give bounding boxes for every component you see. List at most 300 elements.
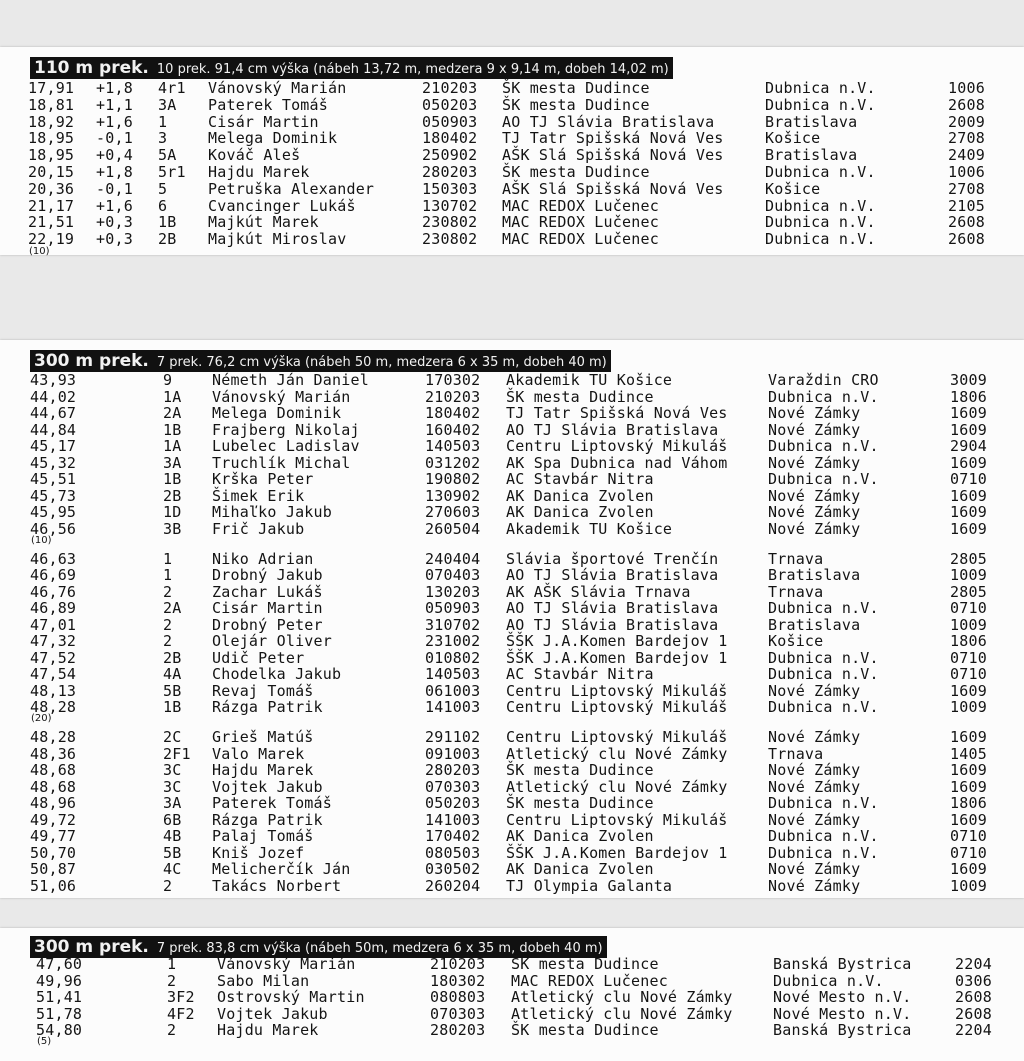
club-cell: ŠK mesta Dudince (506, 387, 654, 406)
venue-cell: Nové Zámky (768, 681, 861, 700)
sheet-110m (0, 47, 1024, 258)
venue-cell: Trnava (768, 744, 824, 763)
place-cell: 2B (163, 486, 182, 505)
place-cell: 3C (163, 761, 182, 780)
date-cell: 1609 (950, 503, 987, 522)
date-cell: 0306 (955, 971, 992, 990)
name-cell: Frič Jakub (212, 519, 305, 538)
venue-cell: Dubnica n.V. (765, 95, 876, 114)
event-title: 300 m prek. (34, 351, 149, 371)
club-cell: AK Danica Zvolen (506, 827, 654, 846)
name-cell: Majkút Marek (208, 213, 319, 232)
venue-cell: Nové Zámky (768, 404, 861, 423)
place-cell: 2B (163, 648, 182, 667)
result-cell: 20,15 (28, 163, 75, 181)
venue-cell: Nové Zámky (768, 503, 861, 522)
place-cell: 4F2 (167, 1004, 195, 1023)
club-cell: MAC REDOX Lučenec (511, 971, 668, 990)
place-cell: 3A (163, 453, 182, 472)
wind-cell: -0,1 (96, 129, 133, 148)
venue-cell: Nové Zámky (768, 486, 861, 505)
venue-cell: Košice (765, 179, 821, 198)
name-cell: Frajberg Nikolaj (212, 420, 360, 439)
birth-date-cell: 070303 (425, 777, 481, 796)
date-cell: 1006 (948, 79, 985, 97)
birth-date-cell: 240404 (425, 549, 481, 568)
name-cell: Grieš Matúš (212, 728, 314, 746)
club-cell: Slávia športové Trenčín (506, 549, 719, 568)
place-cell: 1B (163, 470, 182, 489)
result-cell: 49,96 (36, 971, 83, 990)
date-cell: 2708 (948, 179, 985, 198)
club-cell: Atletický clu Nové Zámky (511, 988, 733, 1007)
name-cell: Drobný Jakub (212, 566, 323, 585)
club-cell: AK AŠK Slávia Trnava (506, 582, 691, 601)
name-cell: Melicherčík Ján (212, 860, 351, 879)
date-cell: 1609 (950, 519, 987, 538)
date-cell: 0710 (950, 599, 987, 618)
club-cell: AO TJ Slávia Bratislava (506, 566, 719, 585)
venue-cell: Dubnica n.V. (768, 437, 879, 456)
birth-date-cell: 141003 (425, 698, 481, 717)
club-cell: AO TJ Slávia Bratislava (502, 112, 715, 131)
club-cell: Centru Liptovský Mikuláš (506, 681, 728, 700)
result-cell: 47,52 (30, 648, 77, 667)
row-count-marker: (10) (31, 534, 52, 546)
section-header (30, 57, 673, 79)
club-cell: Akademik TU Košice (506, 371, 673, 389)
birth-date-cell: 260204 (425, 876, 481, 895)
place-cell: 1B (163, 420, 182, 439)
name-cell: Hajdu Marek (208, 163, 310, 181)
birth-date-cell: 010802 (425, 648, 481, 667)
name-cell: Ostrovský Martin (217, 988, 365, 1007)
birth-date-cell: 280203 (430, 1021, 486, 1040)
birth-date-cell: 050203 (425, 794, 481, 813)
birth-date-cell: 130702 (422, 196, 478, 215)
place-cell: 5B (163, 681, 182, 700)
date-cell: 2708 (948, 129, 985, 148)
club-cell: AO TJ Slávia Bratislava (506, 599, 719, 618)
venue-cell: Varaždin CRO (768, 371, 879, 389)
result-cell: 51,78 (36, 1004, 83, 1023)
birth-date-cell: 180402 (425, 404, 481, 423)
result-cell: 47,01 (30, 615, 77, 634)
date-cell: 1609 (950, 777, 987, 796)
date-cell: 2204 (955, 1021, 992, 1040)
club-cell: ŠŠK J.A.Komen Bardejov 1 (506, 632, 728, 651)
wind-cell: +1,8 (96, 163, 133, 181)
place-cell: 5B (163, 843, 182, 862)
result-cell: 48,36 (30, 744, 77, 763)
date-cell: 2009 (948, 112, 985, 131)
section-header (30, 350, 611, 372)
club-cell: AK Danica Zvolen (506, 860, 654, 879)
venue-cell: Nové Zámky (768, 728, 861, 746)
place-cell: 3B (163, 519, 182, 538)
club-cell: Centru Liptovský Mikuláš (506, 437, 728, 456)
birth-date-cell: 031202 (425, 453, 481, 472)
birth-date-cell: 170402 (425, 827, 481, 846)
wind-cell: +1,8 (96, 79, 133, 97)
name-cell: Rázga Patrik (212, 698, 323, 717)
birth-date-cell: 291102 (425, 728, 481, 746)
club-cell: AC Stavbár Nitra (506, 665, 654, 684)
name-cell: Krška Peter (212, 470, 314, 489)
result-cell: 48,68 (30, 761, 77, 780)
place-cell: 1 (163, 566, 173, 585)
place-cell: 2 (163, 615, 173, 634)
name-cell: Rázga Patrik (212, 810, 323, 829)
date-cell: 1609 (950, 420, 987, 439)
club-cell: AŠK Slá Spišská Nová Ves (502, 146, 724, 165)
result-cell: 45,73 (30, 486, 77, 505)
name-cell: Olejár Oliver (212, 632, 332, 651)
club-cell: Akademik TU Košice (506, 519, 673, 538)
club-cell: AC Stavbár Nitra (506, 470, 654, 489)
place-cell: 2A (163, 404, 182, 423)
date-cell: 2805 (950, 549, 987, 568)
venue-cell: Dubnica n.V. (768, 648, 879, 667)
name-cell: Németh Ján Daniel (212, 371, 369, 389)
birth-date-cell: 030502 (425, 860, 481, 879)
result-cell: 21,17 (28, 196, 75, 215)
name-cell: Niko Adrian (212, 549, 314, 568)
club-cell: AO TJ Slávia Bratislava (506, 615, 719, 634)
birth-date-cell: 190802 (425, 470, 481, 489)
date-cell: 1806 (950, 387, 987, 406)
date-cell: 0710 (950, 827, 987, 846)
date-cell: 2608 (948, 95, 985, 114)
date-cell: 0710 (950, 648, 987, 667)
row-count-marker: (20) (31, 713, 52, 725)
club-cell: ŠK mesta Dudince (511, 1021, 659, 1040)
birth-date-cell: 210203 (422, 79, 478, 97)
row-count-marker: (10) (29, 246, 50, 258)
club-cell: MAC REDOX Lučenec (502, 230, 659, 249)
date-cell: 2608 (955, 988, 992, 1007)
date-cell: 1609 (950, 810, 987, 829)
place-cell: 1 (163, 549, 173, 568)
venue-cell: Dubnica n.V. (768, 698, 879, 717)
birth-date-cell: 280203 (422, 163, 478, 181)
date-cell: 1609 (950, 486, 987, 505)
birth-date-cell: 091003 (425, 744, 481, 763)
club-cell: Atletický clu Nové Zámky (506, 777, 728, 796)
venue-cell: Dubnica n.V. (768, 599, 879, 618)
place-cell: 5 (158, 179, 168, 198)
date-cell: 1806 (950, 794, 987, 813)
venue-cell: Nové Zámky (768, 761, 861, 780)
result-cell: 17,91 (28, 79, 75, 97)
date-cell: 1609 (950, 728, 987, 746)
birth-date-cell: 130203 (425, 582, 481, 601)
club-cell: ŠK mesta Dudince (502, 95, 650, 114)
name-cell: Paterek Tomáš (208, 95, 328, 114)
result-cell: 18,95 (28, 146, 75, 165)
wind-cell: +0,3 (96, 213, 133, 232)
date-cell: 1009 (950, 876, 987, 895)
name-cell: Valo Marek (212, 744, 305, 763)
club-cell: TJ Tatr Spišská Nová Ves (502, 129, 724, 148)
result-cell: 18,92 (28, 112, 75, 131)
venue-cell: Nové Zámky (768, 876, 861, 895)
name-cell: Udič Peter (212, 648, 305, 667)
venue-cell: Nové Mesto n.V. (773, 1004, 912, 1023)
name-cell: Cvancinger Lukáš (208, 196, 356, 215)
name-cell: Palaj Tomáš (212, 827, 314, 846)
event-title: 300 m prek. (34, 937, 149, 957)
name-cell: Revaj Tomáš (212, 681, 314, 700)
result-cell: 44,67 (30, 404, 77, 423)
name-cell: Paterek Tomáš (212, 794, 332, 813)
venue-cell: Bratislava (768, 615, 861, 634)
birth-date-cell: 170302 (425, 371, 481, 389)
place-cell: 1D (163, 503, 182, 522)
result-cell: 47,54 (30, 665, 77, 684)
result-cell: 18,95 (28, 129, 75, 148)
result-cell: 46,89 (30, 599, 77, 618)
date-cell: 1609 (950, 404, 987, 423)
date-cell: 2608 (948, 213, 985, 232)
place-cell: 2F1 (163, 744, 191, 763)
wind-cell: +0,4 (96, 146, 133, 165)
name-cell: Cisár Martin (212, 599, 323, 618)
birth-date-cell: 130902 (425, 486, 481, 505)
venue-cell: Dubnica n.V. (768, 665, 879, 684)
event-title: 110 m prek. (34, 58, 149, 78)
date-cell: 2608 (948, 230, 985, 249)
place-cell: 6 (158, 196, 168, 215)
result-cell: 45,32 (30, 453, 77, 472)
place-cell: 2B (158, 230, 177, 249)
birth-date-cell: 210203 (425, 387, 481, 406)
wind-cell: +1,6 (96, 112, 133, 131)
venue-cell: Dubnica n.V. (773, 971, 884, 990)
date-cell: 1609 (950, 860, 987, 879)
result-cell: 47,32 (30, 632, 77, 651)
venue-cell: Trnava (768, 582, 824, 601)
date-cell: 1609 (950, 681, 987, 700)
sheet-300m-76 (0, 340, 1024, 898)
birth-date-cell: 070403 (425, 566, 481, 585)
venue-cell: Bratislava (765, 146, 858, 165)
result-cell: 20,36 (28, 179, 75, 198)
club-cell: ŠK mesta Dudince (506, 794, 654, 813)
club-cell: Centru Liptovský Mikuláš (506, 810, 728, 829)
name-cell: Vojtek Jakub (217, 1004, 328, 1023)
result-cell: 48,13 (30, 681, 77, 700)
birth-date-cell: 050903 (425, 599, 481, 618)
venue-cell: Dubnica n.V. (765, 213, 876, 232)
venue-cell: Dubnica n.V. (768, 470, 879, 489)
venue-cell: Dubnica n.V. (765, 230, 876, 249)
place-cell: 4C (163, 860, 182, 879)
date-cell: 0710 (950, 843, 987, 862)
result-cell: 22,19 (28, 230, 75, 249)
club-cell: ŠK mesta Dudince (502, 163, 650, 181)
venue-cell: Košice (765, 129, 821, 148)
name-cell: Majkút Miroslav (208, 230, 347, 249)
place-cell: 1B (163, 698, 182, 717)
result-cell: 44,84 (30, 420, 77, 439)
birth-date-cell: 230802 (422, 213, 478, 232)
name-cell: Vánovský Marián (208, 79, 347, 97)
birth-date-cell: 310702 (425, 615, 481, 634)
venue-cell: Nové Zámky (768, 860, 861, 879)
birth-date-cell: 141003 (425, 810, 481, 829)
result-cell: 48,28 (30, 728, 77, 746)
birth-date-cell: 250902 (422, 146, 478, 165)
name-cell: Cisár Martin (208, 112, 319, 131)
date-cell: 1009 (950, 615, 987, 634)
name-cell: Kniš Jozef (212, 843, 305, 862)
name-cell: Melega Dominik (208, 129, 338, 148)
name-cell: Hajdu Marek (212, 761, 314, 780)
birth-date-cell: 180402 (422, 129, 478, 148)
place-cell: 1A (163, 437, 182, 456)
place-cell: 4B (163, 827, 182, 846)
place-cell: 2 (163, 876, 173, 895)
name-cell: Mihaľko Jakub (212, 503, 332, 522)
place-cell: 2 (163, 632, 173, 651)
birth-date-cell: 231002 (425, 632, 481, 651)
name-cell: Vánovský Marián (217, 955, 356, 973)
date-cell: 1009 (950, 698, 987, 717)
club-cell: Centru Liptovský Mikuláš (506, 728, 728, 746)
place-cell: 2A (163, 599, 182, 618)
place-cell: 2 (167, 971, 177, 990)
name-cell: Takács Norbert (212, 876, 342, 895)
venue-cell: Nové Zámky (768, 810, 861, 829)
result-cell: 48,68 (30, 777, 77, 796)
venue-cell: Nové Zámky (768, 519, 861, 538)
event-description: 7 prek. 76,2 cm výška (nábeh 50 m, medzera 6 x 35 m, dobeh 40 m) (156, 355, 607, 370)
birth-date-cell: 080503 (425, 843, 481, 862)
result-cell: 48,28 (30, 698, 77, 717)
venue-cell: Nové Mesto n.V. (773, 988, 912, 1007)
venue-cell: Dubnica n.V. (768, 794, 879, 813)
club-cell: Centru Liptovský Mikuláš (506, 698, 728, 717)
club-cell: ŠK mesta Dudince (506, 761, 654, 780)
birth-date-cell: 280203 (425, 761, 481, 780)
birth-date-cell: 180302 (430, 971, 486, 990)
wind-cell: +1,6 (96, 196, 133, 215)
place-cell: 1A (163, 387, 182, 406)
birth-date-cell: 140503 (425, 437, 481, 456)
place-cell: 3A (158, 95, 177, 114)
event-description: 7 prek. 83,8 cm výška (nábeh 50m, medzera 6 x 35 m, dobeh 40 m) (156, 941, 603, 956)
result-cell: 45,51 (30, 470, 77, 489)
row-count-marker: (5) (37, 1036, 52, 1048)
wind-cell: -0,1 (96, 179, 133, 198)
name-cell: Truchlík Michal (212, 453, 351, 472)
name-cell: Vojtek Jakub (212, 777, 323, 796)
sheet-300m-83 (0, 928, 1024, 1061)
result-cell: 46,56 (30, 519, 77, 538)
name-cell: Hajdu Marek (217, 1021, 319, 1040)
venue-cell: Dubnica n.V. (765, 79, 876, 97)
date-cell: 2105 (948, 196, 985, 215)
club-cell: Atletický clu Nové Zámky (506, 744, 728, 763)
date-cell: 1806 (950, 632, 987, 651)
place-cell: 1B (158, 213, 177, 232)
club-cell: MAC REDOX Lučenec (502, 196, 659, 215)
place-cell: 2 (167, 1021, 177, 1040)
date-cell: 2904 (950, 437, 987, 456)
place-cell: 5A (158, 146, 177, 165)
club-cell: ŠŠK J.A.Komen Bardejov 1 (506, 843, 728, 862)
date-cell: 1609 (950, 761, 987, 780)
club-cell: ŠK mesta Dudince (511, 955, 659, 973)
place-cell: 4A (163, 665, 182, 684)
birth-date-cell: 270603 (425, 503, 481, 522)
venue-cell: Dubnica n.V. (765, 163, 876, 181)
birth-date-cell: 070303 (430, 1004, 486, 1023)
place-cell: 1 (158, 112, 168, 131)
venue-cell: Nové Zámky (768, 777, 861, 796)
name-cell: Melega Dominik (212, 404, 342, 423)
birth-date-cell: 150303 (422, 179, 478, 198)
place-cell: 9 (163, 371, 173, 389)
venue-cell: Košice (768, 632, 824, 651)
club-cell: AO TJ Slávia Bratislava (506, 420, 719, 439)
venue-cell: Nové Zámky (768, 453, 861, 472)
result-cell: 46,76 (30, 582, 77, 601)
result-cell: 51,06 (30, 876, 77, 895)
venue-cell: Nové Zámky (768, 420, 861, 439)
venue-cell: Dubnica n.V. (768, 387, 879, 406)
place-cell: 5r1 (158, 163, 186, 181)
date-cell: 3009 (950, 371, 987, 389)
club-cell: Atletický clu Nové Zámky (511, 1004, 733, 1023)
name-cell: Lubelec Ladislav (212, 437, 360, 456)
venue-cell: Dubnica n.V. (765, 196, 876, 215)
date-cell: 2608 (955, 1004, 992, 1023)
name-cell: Vánovský Marián (212, 387, 351, 406)
date-cell: 0710 (950, 665, 987, 684)
place-cell: 3F2 (167, 988, 195, 1007)
result-cell: 46,69 (30, 566, 77, 585)
event-description: 10 prek. 91,4 cm výška (nábeh 13,72 m, medzera 9 x 9,14 m, dobeh 14,02 m) (156, 62, 669, 77)
birth-date-cell: 230802 (422, 230, 478, 249)
name-cell: Zachar Lukáš (212, 582, 323, 601)
result-cell: 49,72 (30, 810, 77, 829)
result-cell: 45,95 (30, 503, 77, 522)
name-cell: Petruška Alexander (208, 179, 375, 198)
date-cell: 0710 (950, 470, 987, 489)
birth-date-cell: 260504 (425, 519, 481, 538)
result-cell: 54,80 (36, 1021, 83, 1040)
result-cell: 50,70 (30, 843, 77, 862)
club-cell: ŠŠK J.A.Komen Bardejov 1 (506, 648, 728, 667)
club-cell: AK Danica Zvolen (506, 486, 654, 505)
name-cell: Sabo Milan (217, 971, 310, 990)
wind-cell: +0,3 (96, 230, 133, 249)
venue-cell: Bratislava (765, 112, 858, 131)
name-cell: Drobný Peter (212, 615, 323, 634)
date-cell: 1006 (948, 163, 985, 181)
name-cell: Šimek Erik (212, 486, 305, 505)
result-cell: 47,60 (36, 955, 83, 973)
club-cell: AK Danica Zvolen (506, 503, 654, 522)
date-cell: 2805 (950, 582, 987, 601)
result-cell: 51,41 (36, 988, 83, 1007)
result-cell: 50,87 (30, 860, 77, 879)
date-cell: 1609 (950, 453, 987, 472)
place-cell: 3C (163, 777, 182, 796)
place-cell: 3 (158, 129, 168, 148)
